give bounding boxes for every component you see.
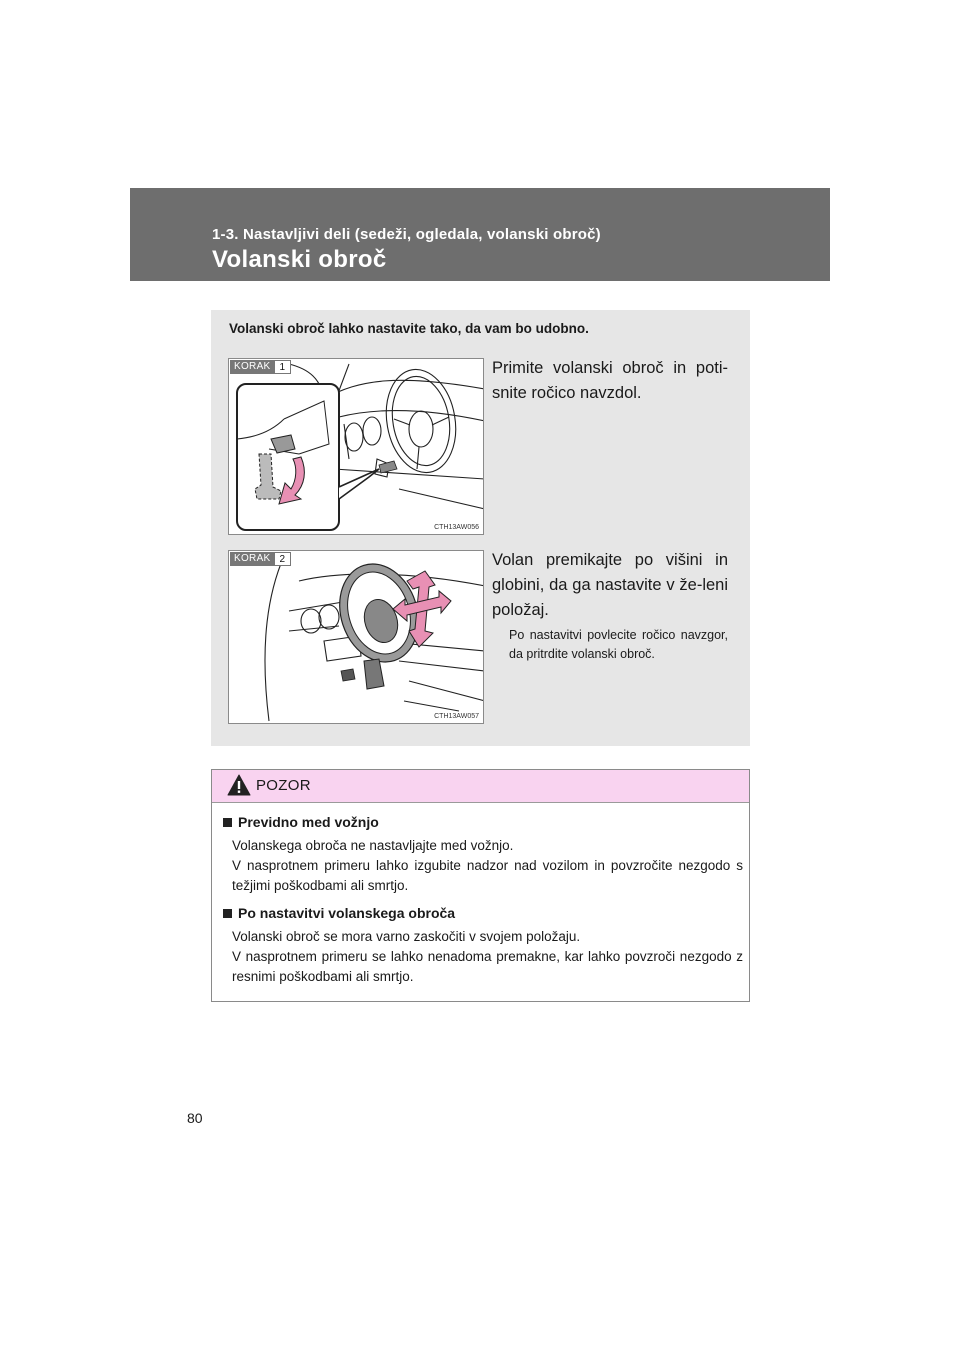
steering-lever-down-drawing: [229, 359, 484, 535]
step-2-text: Volan premikajte po višini in globini, da ga nastavite v že-leni položaj.: [492, 551, 728, 619]
warning-item-line: V nasprotnem primeru se lahko nenadoma premakne, kar lahko povzroči nezgodo z resnimi poškodbami ali smrtjo.: [232, 949, 743, 984]
step-badge-label: KORAK: [230, 360, 275, 374]
steering-adjust-drawing: [229, 551, 484, 724]
warning-triangle-icon: [227, 774, 251, 796]
step-badge-number: 2: [275, 552, 292, 566]
step-1-text: Primite volanski obroč in poti-snite ročico navzdol.: [492, 359, 728, 402]
instructions-panel: [211, 310, 750, 746]
warning-item-line: Volanskega obroča ne nastavljajte med vožnjo.: [232, 838, 514, 853]
chapter-header: [130, 188, 830, 281]
square-bullet-icon: [223, 818, 232, 827]
step-2-note: Po nastavitvi povlecite ročico navzgor, da pritrdite volanski obroč.: [509, 628, 728, 661]
step-1-illustration: [228, 358, 484, 535]
warning-item-heading: Previdno med vožnjo: [238, 814, 379, 830]
warning-item-heading: Po nastavitvi volanskega obroča: [238, 905, 456, 921]
intro-text: Volanski obroč lahko nastavite tako, da vam bo udobno.: [229, 321, 589, 336]
step-badge-label: KORAK: [230, 552, 275, 566]
warning-item: [223, 905, 743, 987]
step-2-badge: [230, 552, 291, 566]
figure-code: CTH13AW057: [434, 713, 479, 720]
warning-box: [211, 769, 750, 1002]
figure-code: CTH13AW056: [434, 524, 479, 531]
warning-header: [212, 770, 749, 803]
step-2-illustration: [228, 550, 484, 724]
page-title: Volanski obroč: [212, 246, 387, 273]
step-1-badge: [230, 360, 291, 374]
warning-item-line: V nasprotnem primeru lahko izgubite nadzor nad vozilom in povzročite nezgodo s težjimi poškodbami ali smrtjo.: [232, 858, 743, 893]
square-bullet-icon: [223, 909, 232, 918]
warning-item-line: Volanski obroč se mora varno zaskočiti v svojem položaju.: [232, 929, 581, 944]
warning-title: POZOR: [256, 777, 311, 794]
step-badge-number: 1: [275, 360, 292, 374]
page-number: 80: [187, 1110, 203, 1126]
warning-item: [223, 814, 743, 896]
section-title: 1-3. Nastavljivi deli (sedeži, ogledala, volanski obroč): [212, 226, 601, 243]
